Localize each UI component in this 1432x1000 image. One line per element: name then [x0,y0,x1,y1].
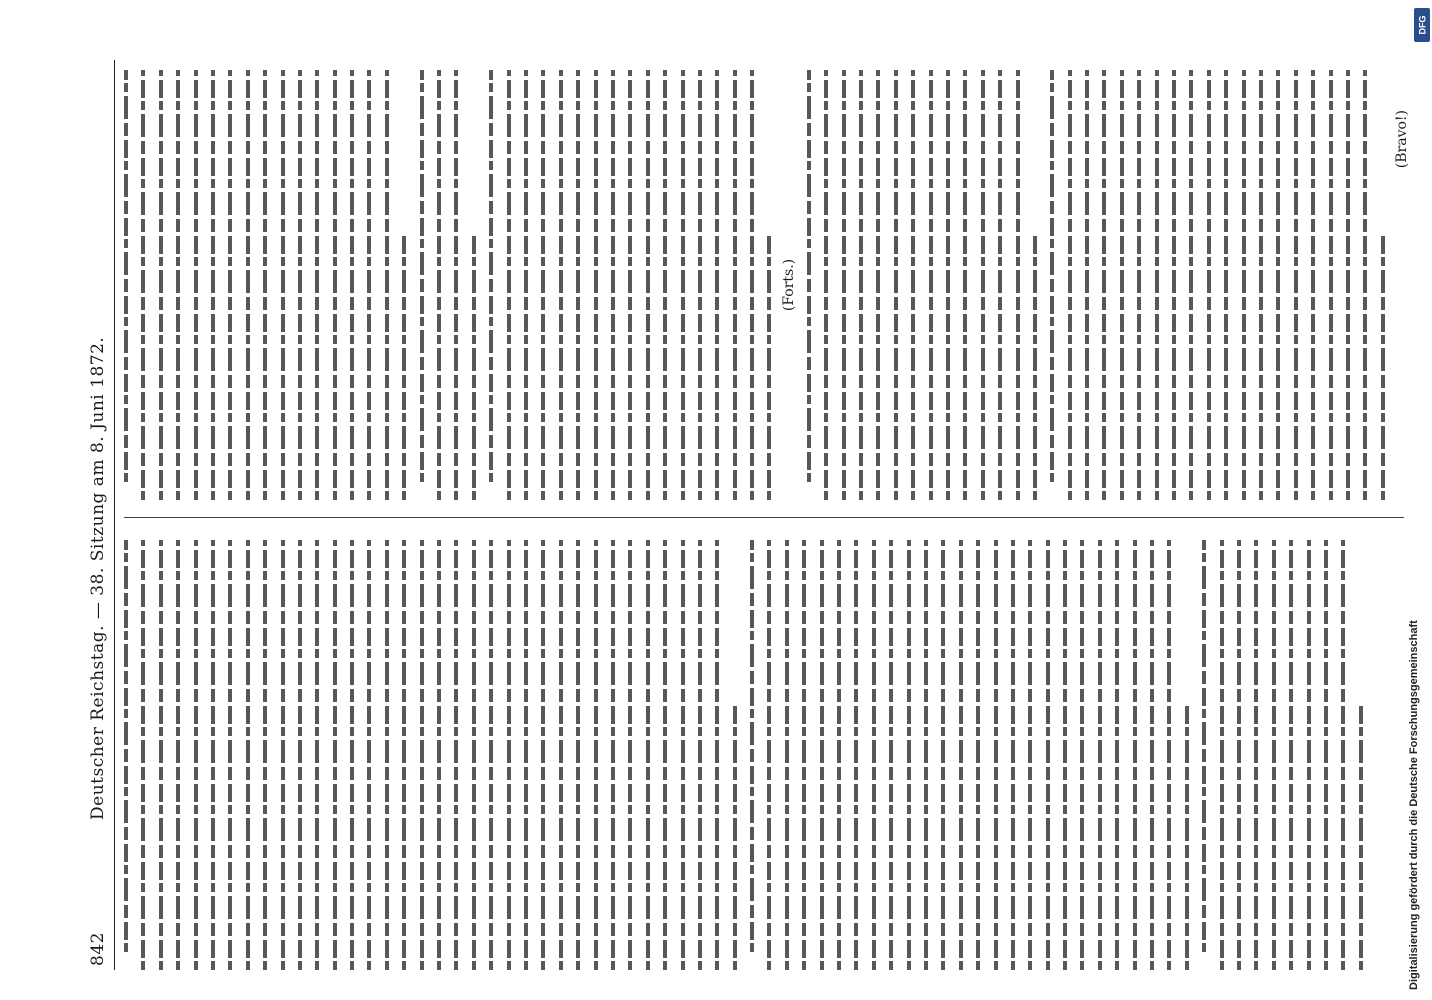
text-line [1307,540,1311,970]
text-line [872,540,876,970]
text-line [333,540,337,970]
text-line [628,70,632,500]
text-line [946,70,950,500]
digitization-credit: Digitalisierung gefördert durch die Deutsche Forschungsgemeinschaft [1408,620,1420,990]
text-line [1155,70,1159,500]
text-line [1202,540,1206,952]
text-line [837,540,841,970]
text-line [402,233,406,500]
text-line [715,540,719,970]
text-line [1220,540,1224,970]
text-line [1381,233,1385,500]
text-line [194,540,198,970]
text-block-1 [124,70,771,500]
text-line [454,70,458,500]
text-line [628,540,632,970]
text-line [402,540,406,970]
text-line [807,70,811,482]
text-line [1276,70,1280,500]
text-line [1063,540,1067,970]
text-line [594,70,598,500]
text-line [367,540,371,970]
text-line [1033,233,1037,500]
text-line [176,540,180,970]
text-line [1011,540,1015,970]
text-line [750,70,754,500]
text-line [889,540,893,970]
text-line [894,70,898,500]
text-line [611,70,615,500]
text-line [541,540,545,970]
text-line [824,70,828,500]
text-line [1289,540,1293,970]
text-line [681,70,685,500]
text-line [1311,70,1315,500]
text-line [367,70,371,500]
text-line [663,70,667,500]
text-line [489,70,493,482]
text-column-right [124,70,1414,500]
text-line [1085,70,1089,500]
running-title: Deutscher Reichstag. — 38. Sitzung am 8. Juni 1872. [88,336,108,820]
text-line [350,70,354,500]
text-line [994,540,998,970]
text-line [854,540,858,970]
text-line [698,70,702,500]
text-line [1324,540,1328,970]
text-line [489,540,493,970]
text-line [1098,540,1102,970]
text-line [1237,540,1241,970]
text-line [1133,540,1137,970]
text-line [176,70,180,500]
text-line [929,70,933,500]
text-line [663,540,667,970]
text-line [159,540,163,970]
text-line [859,70,863,500]
text-line [924,540,928,970]
text-line [315,540,319,970]
text-line [194,70,198,500]
text-line [576,70,580,500]
text-line [1080,540,1084,970]
text-line [298,70,302,500]
text-line [959,540,963,970]
text-line [454,540,458,970]
text-line [524,70,528,500]
text-line [228,70,232,500]
page-number: 842 [88,932,108,966]
text-line [1046,540,1050,970]
text-line [820,540,824,970]
text-line [715,70,719,500]
text-line [767,540,771,970]
text-line [281,70,285,500]
text-line [1346,70,1350,500]
text-line [1254,540,1258,970]
text-line [1120,70,1124,500]
text-line [1294,70,1298,500]
text-line [733,70,737,500]
running-head [80,60,115,970]
text-line [124,70,128,482]
text-line [963,70,967,500]
column-divider [124,517,1404,518]
text-column-left [124,540,1414,970]
text-line [559,70,563,500]
text-line [159,70,163,500]
text-line [1172,70,1176,500]
text-line [698,540,702,970]
rotated-page [80,60,1420,970]
text-line [211,540,215,970]
text-line [1167,540,1171,970]
text-line [750,540,754,952]
text-line [263,540,267,970]
text-line [842,70,846,500]
text-line [333,70,337,500]
text-line [1207,70,1211,500]
text-line [472,540,476,970]
dfg-logo-icon: DFG [1414,8,1430,42]
text-line [1341,540,1345,970]
text-line [876,70,880,500]
text-line [141,70,145,500]
text-line [1068,70,1072,500]
text-line [124,540,128,952]
text-line [263,70,267,500]
text-line [420,70,424,482]
text-line [1137,70,1141,500]
text-line [767,233,771,500]
text-line [559,540,563,970]
text-line [1242,70,1246,500]
text-line [1115,540,1119,970]
text-line [594,540,598,970]
text-line [315,70,319,500]
text-line [1185,703,1189,970]
text-line [1259,70,1263,500]
text-line [211,70,215,500]
text-line [281,540,285,970]
text-line [1028,540,1032,970]
text-line [507,540,511,970]
text-line [733,703,737,970]
text-line [507,70,511,500]
text-line [941,540,945,970]
text-line [911,70,915,500]
text-line [298,540,302,970]
text-line [385,70,389,500]
text-line [802,540,806,970]
text-line [1150,540,1154,970]
text-line [1102,70,1106,500]
text-line [907,540,911,970]
text-line [350,540,354,970]
text-line [1272,540,1276,970]
text-line [1224,70,1228,500]
text-line [1359,703,1363,970]
text-line [385,540,389,970]
text-line [472,233,476,500]
text-line [576,540,580,970]
text-line [646,540,650,970]
text-line [541,70,545,500]
text-line [1189,70,1193,500]
applause-marker: (Bravo!) [1394,110,1411,169]
text-line [998,70,1002,500]
continued-marker: (Forts.) [780,258,797,312]
text-line [981,70,985,500]
text-line [437,540,441,970]
text-line [1363,70,1367,500]
text-line [976,540,980,970]
text-line [1050,70,1054,482]
text-line [228,540,232,970]
text-line [646,70,650,500]
text-block-2 [807,70,1385,500]
text-line [1329,70,1333,500]
text-line [246,540,250,970]
text-line [246,70,250,500]
text-line [785,540,789,970]
text-line [420,540,424,970]
text-line [1016,70,1020,500]
text-line [611,540,615,970]
text-line [524,540,528,970]
text-line [681,540,685,970]
text-line [437,70,441,500]
text-line [141,540,145,970]
